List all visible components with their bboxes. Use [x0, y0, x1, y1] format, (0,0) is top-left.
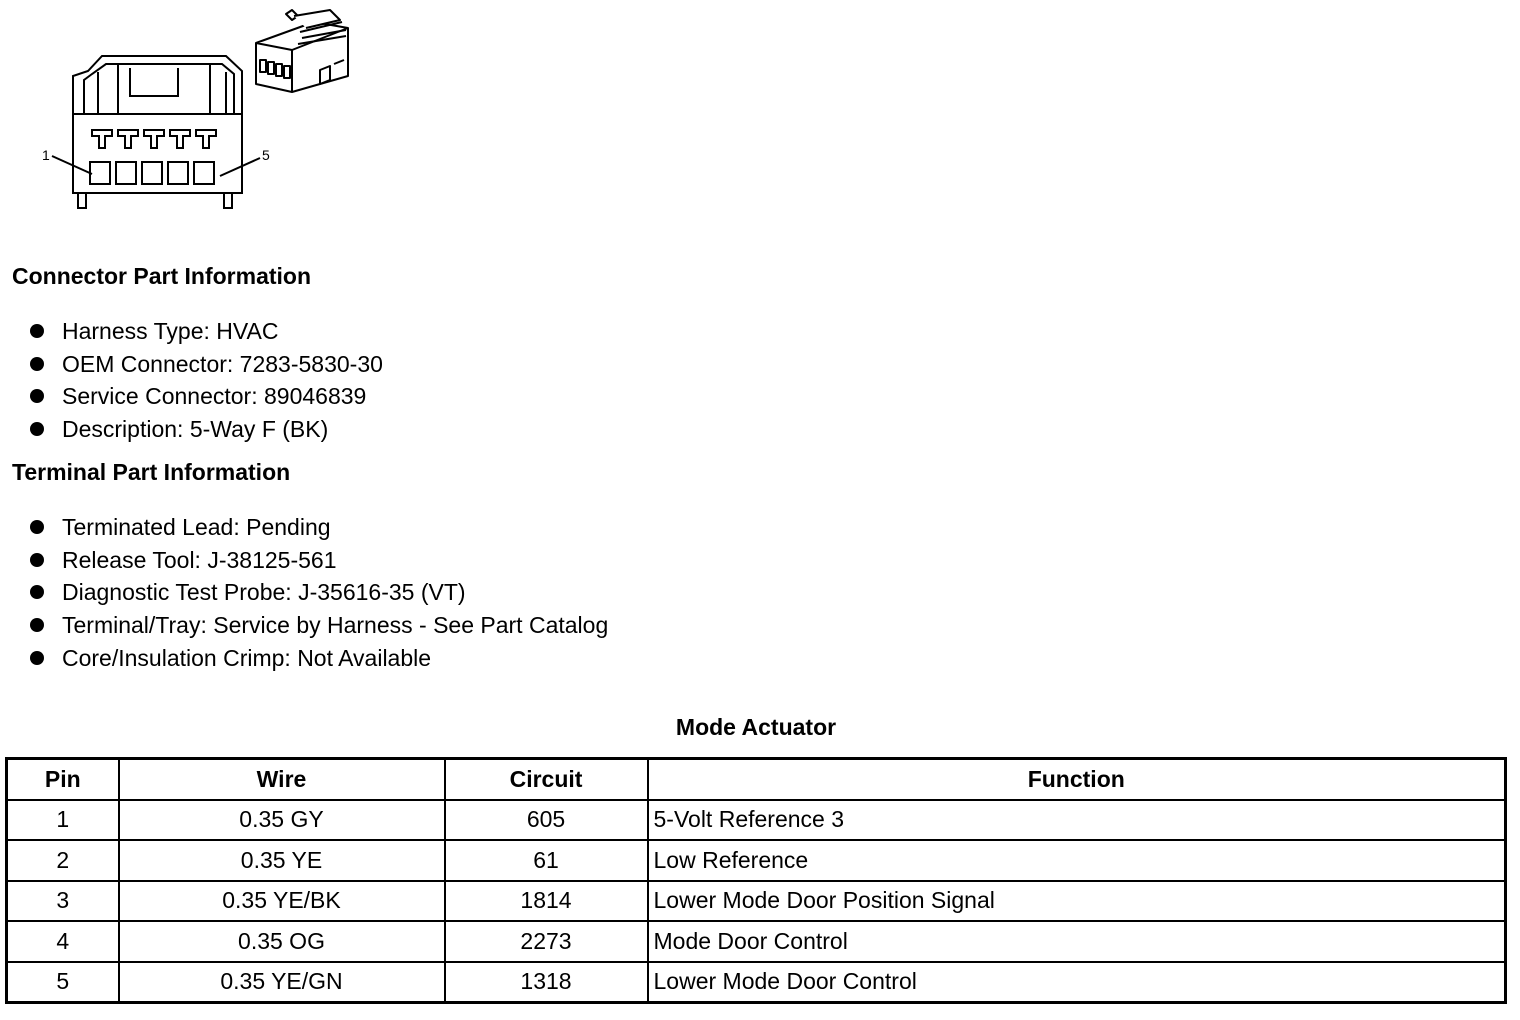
connector-face: [52, 56, 260, 208]
pin-cell: 1: [7, 800, 119, 841]
wire-cell: 0.35 YE/BK: [119, 881, 445, 922]
bullet-icon: [30, 585, 44, 599]
table-header-row: [7, 759, 1506, 800]
function-cell: Lower Mode Door Control: [648, 962, 1506, 1003]
list-item: [28, 380, 383, 413]
table-row: [7, 881, 1506, 922]
wire-cell: 0.35 OG: [119, 921, 445, 962]
bullet-icon: [30, 651, 44, 665]
wire-cell: 0.35 YE/GN: [119, 962, 445, 1003]
bullet-icon: [30, 357, 44, 371]
release-tool: Release Tool: J-38125-561: [62, 546, 337, 573]
function-cell: Low Reference: [648, 840, 1506, 881]
service-connector: Service Connector: 89046839: [62, 383, 367, 410]
terminal-tray: Terminal/Tray: Service by Harness - See Part Catalog: [62, 612, 609, 639]
circuit-column-header: Circuit: [445, 759, 648, 800]
table-title: Mode Actuator: [675, 714, 837, 740]
circuit-cell: 605: [445, 800, 648, 841]
terminated-lead: Terminated Lead: Pending: [62, 514, 331, 540]
terminal-part-info-heading: Terminal Part Information: [12, 459, 291, 485]
pin-cell: 3: [7, 881, 119, 922]
pin-cell: 4: [7, 921, 119, 962]
pin-5-label: 5: [262, 147, 270, 163]
function-column-header: Function: [648, 759, 1506, 800]
harness-type: Harness Type: HVAC: [62, 318, 279, 344]
list-item: [28, 609, 608, 642]
connector-face-diagram: [30, 8, 370, 218]
connector-isometric-sketch: [256, 10, 348, 92]
table-row: [7, 921, 1506, 962]
list-item: [28, 348, 383, 381]
description: Description: 5-Way F (BK): [62, 416, 329, 443]
list-item: [28, 511, 608, 544]
core-insulation-crimp: Core/Insulation Crimp: Not Available: [62, 644, 432, 671]
function-cell: Lower Mode Door Position Signal: [648, 881, 1506, 922]
wire-cell: 0.35 GY: [119, 800, 445, 841]
diagnostic-test-probe: Diagnostic Test Probe: J-35616-35 (VT): [62, 579, 466, 606]
circuit-cell: 61: [445, 840, 648, 881]
bullet-icon: [30, 520, 44, 534]
pin-1-label: 1: [42, 147, 50, 163]
wire-column-header: Wire: [119, 759, 445, 800]
bullet-icon: [30, 618, 44, 632]
table-row: [7, 800, 1506, 841]
list-item: [28, 576, 608, 609]
connector-part-info-heading: Connector Part Information: [12, 263, 312, 289]
bullet-icon: [30, 389, 44, 403]
circuit-cell: 1318: [445, 962, 648, 1003]
list-item: [28, 315, 383, 348]
pin-column-header: Pin: [7, 759, 119, 800]
circuit-cell: 2273: [445, 921, 648, 962]
pin-cell: 2: [7, 840, 119, 881]
circuit-cell: 1814: [445, 881, 648, 922]
bullet-icon: [30, 324, 44, 338]
bullet-icon: [30, 422, 44, 436]
oem-connector: OEM Connector: 7283-5830-30: [62, 350, 383, 377]
terminal-part-info-list: [28, 511, 608, 675]
list-item: [28, 544, 608, 577]
pin-cell: 5: [7, 962, 119, 1003]
connector-part-info-list: [28, 315, 383, 446]
bullet-icon: [30, 553, 44, 567]
table-row: [7, 840, 1506, 881]
list-item: [28, 642, 608, 675]
table-row: [7, 962, 1506, 1003]
function-cell: 5-Volt Reference 3: [648, 800, 1506, 841]
function-cell: Mode Door Control: [648, 921, 1506, 962]
list-item: [28, 413, 383, 446]
wire-cell: 0.35 YE: [119, 840, 445, 881]
pinout-table: [5, 757, 1507, 1004]
